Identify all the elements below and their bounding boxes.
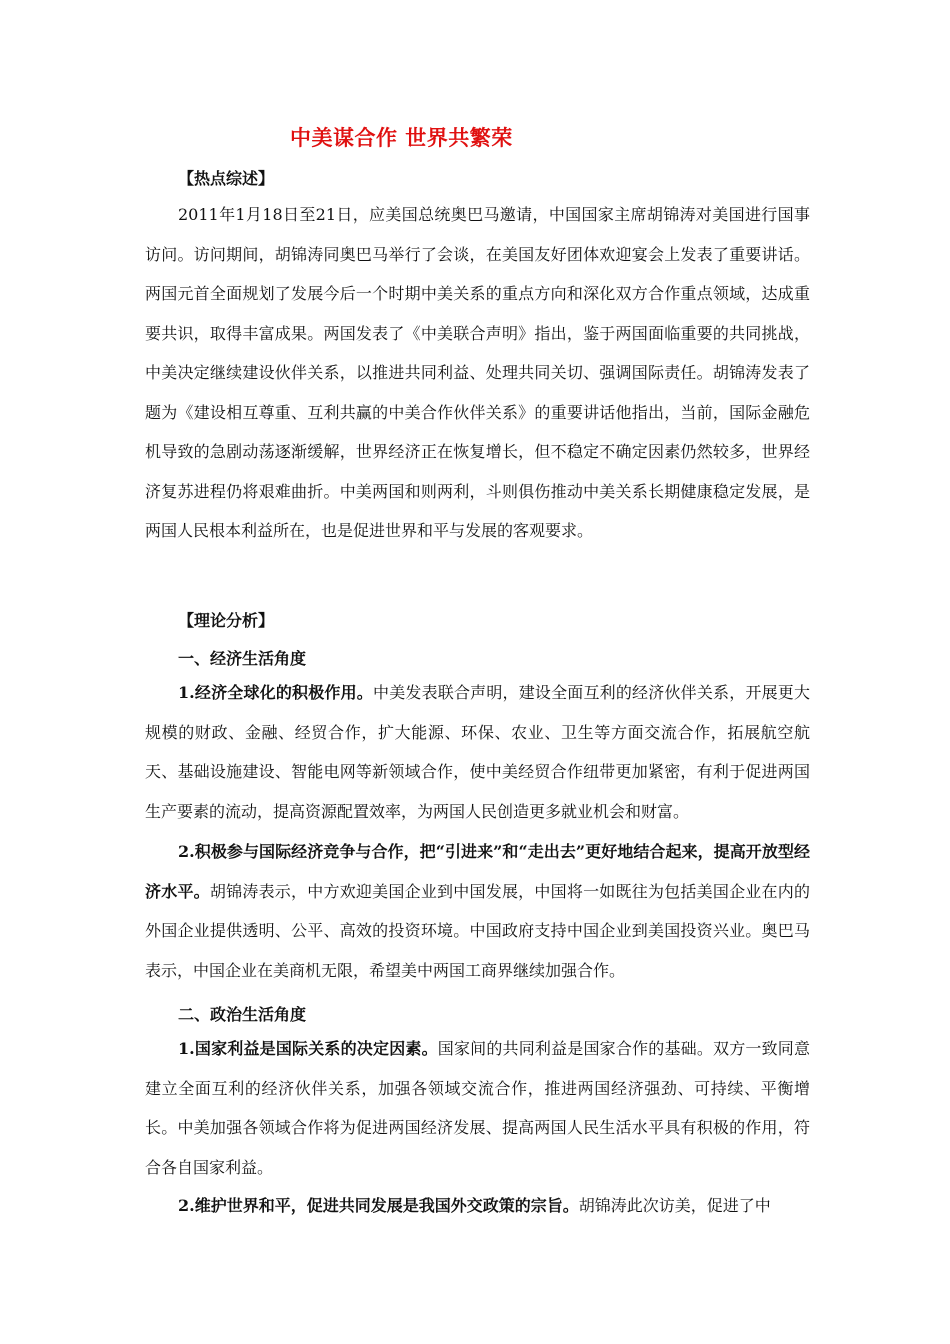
heading-hot-topics: 【热点综述】: [178, 169, 275, 188]
economic-paragraph-1-body: 中美发表联合声明，建设全面互利的经济伙伴关系，开展更大规模的财政、金融、经贸合作，扩大能源、环保、农业、卫生等方面交流合作，拓展航空航天、基础设施建设、智能电网等新领域合作，使中美经贸合作纽带更加紧密，有利于促进两国生产要素的流动，提高资源配置效率，为两国人民创造更多就业机会和财富。: [145, 683, 810, 821]
section-heading-economic: 一、经济生活角度: [178, 649, 307, 668]
document-title: 中美谋合作 世界共繁荣: [290, 125, 513, 150]
economic-paragraph-2: [145, 832, 810, 990]
economic-paragraph-2-body: 胡锦涛表示，中方欢迎美国企业到中国发展，中国将一如既往为包括美国企业在内的外国企业提供透明、公平、高效的投资环境。中国政府支持中国企业到美国投资兴业。奥巴马表示，中国企业在美商机无限，希望美中两国工商界继续加强合作。: [145, 881, 810, 980]
political-paragraph-1-lead: 1.国家利益是国际关系的决定因素。: [178, 1039, 438, 1058]
hot-topic-paragraph: 2011年1月18日至21日，应美国总统奥巴马邀请，中国国家主席胡锦涛对美国进行国事访问。访问期间，胡锦涛同奥巴马举行了会谈，在美国友好团体欢迎宴会上发表了重要讲话。两国元首全面规划了发展今后一个时期中美关系的重点方向和深化双方合作重点领域，达成重要共识，取得丰富成果。两国发表了《中美联合声明》指出，鉴于两国面临重要的共同挑战，中美决定继续建设伙伴关系，以推进共同利益、处理共同关切、强调国际责任。胡锦涛发表了题为《建设相互尊重、互利共赢的中美合作伙伴关系》的重要讲话他指出，当前，国际金融危机导致的急剧动荡逐渐缓解，世界经济正在恢复增长，但不稳定不确定因素仍然较多，世界经济复苏进程仍将艰难曲折。中美两国和则两利，斗则俱伤推动中美关系长期健康稳定发展，是两国人民根本利益所在，也是促进世界和平与发展的客观要求。: [145, 205, 810, 540]
political-paragraph-2-lead: 2.维护世界和平，促进共同发展是我国外交政策的宗旨。: [178, 1196, 579, 1215]
economic-paragraph-1-lead: 1.经济全球化的积极作用。: [178, 683, 373, 702]
political-paragraph-2: [145, 1186, 810, 1226]
political-paragraph-1: [145, 1029, 810, 1187]
economic-paragraph-2-lead: 2.积极参与国际经济竞争与合作，把“引进来”和“走出去”更好地结合起来，提高开放型经济水平。: [145, 842, 810, 901]
section-heading-political: 二、政治生活角度: [178, 1005, 307, 1024]
political-paragraph-1-body: 国家间的共同利益是国家合作的基础。双方一致同意建立全面互利的经济伙伴关系，加强各领域交流合作，推进两国经济强劲、可持续、平衡增长。中美加强各领域合作将为促进两国经济发展、提高两国人民生活水平具有积极的作用，符合各自国家利益。: [145, 1039, 810, 1177]
heading-theory-analysis: 【理论分析】: [178, 611, 275, 630]
political-paragraph-2-body: 胡锦涛此次访美，促进了中: [578, 1196, 771, 1215]
economic-paragraph-1: [145, 673, 810, 831]
